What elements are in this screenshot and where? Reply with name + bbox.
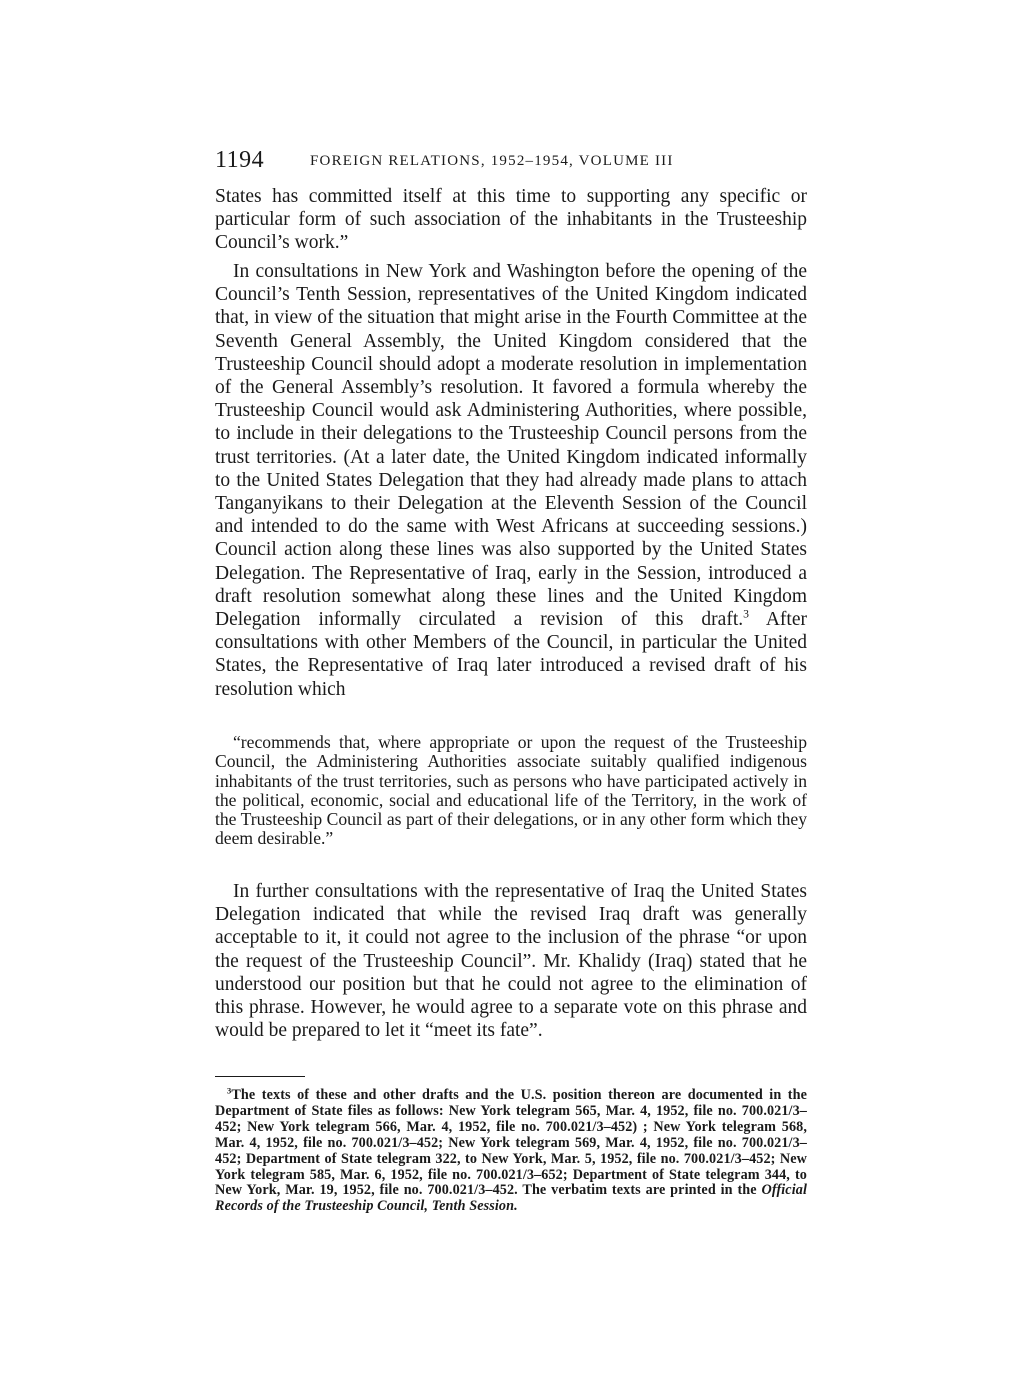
footnote-divider: [215, 1076, 305, 1077]
paragraph-consultations-part-1: In consultations in New York and Washington before the opening of the Council’s Tenth Session, representatives of the United Kingdom indicated that, in view of the situation that might arise in the Fourth Committee at the Seventh General Assembly, the United Kingdom considered that the Trusteeship Council should adopt a moderate resolution in implementation of the General Assembly’s resolution. It favored a formula whereby the Trusteeship Council would ask Administering Authorities, where possible, to include in their delegations to the Trusteeship Council persons from the trust territories. (At a later date, the United Kingdom indicated informally to the United States Delegation that they had already made plans to attach Tanganyikans to their Delegation at the Eleventh Session of the Council and intended to do the same with West Africans at succeeding sessions.) Council action along these lines was also supported by the United States Delegation. The Representative of Iraq, early in the Session, introduced a draft resolution somewhat along these lines and the United Kingdom Delegation informally circulated a revision of this draft.: [215, 261, 807, 631]
footnote: [215, 1085, 807, 1215]
footnote-italic-title: Official Records of the Trusteeship Council, Tenth Session.: [215, 1182, 807, 1215]
footnote-reference: 3: [743, 607, 749, 621]
paragraph-consultations: [215, 260, 807, 701]
running-head: [215, 146, 807, 176]
footnote-text: The texts of these and other drafts and the U.S. position thereon are documented in the Department of State files as follows: New York telegram 565, Mar. 4, 1952, file no. 700.021/3–452; New York telegram 566, Mar. 4, 1952, file no. 700.021/3–452) ; New York telegram 568, Mar. 4, 1952, file no. 700.021/3–452; New York telegram 569, Mar. 4, 1952, file no. 700.021/3–452; Department of State telegram 322, to New York, Mar. 5, 1952, file no. 700.021/3–452; New York telegram 585, Mar. 6, 1952, file no. 700.021/3–652; Department of State telegram 344, to New York, Mar. 19, 1952, file no. 700.021/3–452. The verbatim texts are printed in the: [215, 1087, 807, 1199]
paragraph-further-consultations: In further consultations with the representative of Iraq the United States Delegation indicated that while the revised Iraq draft was generally acceptable to it, it could not agree to the inclusion of the phrase “or upon the request of the Trusteeship Council”. Mr. Khalidy (Iraq) stated that he understood our position but that he could not agree to the elimination of this phrase. However, he would agree to a separate vote on this phrase and would be prepared to let it “meet its fate”.: [215, 881, 807, 1042]
block-quote-resolution: “recommends that, where appropriate or upon the request of the Trusteeship Council, the Administering Authorities associate suitably qualified indigenous inhabitants of the trust territories, such as persons who have participated actively in the political, economic, social and educational life of the Territory, in the work of the Trusteeship Council as part of their delegations, or in any other form which they deem desirable.”: [215, 732, 807, 849]
paragraph-consultations-part-2: After consultations with other Members of the Council, in particular the United States, the Representative of Iraq later introduced a revised draft of his resolution which: [215, 609, 807, 700]
paragraph-continuation: States has committed itself at this time to supporting any specific or particular form of such association of the inhabitants in the Trusteeship Council’s work.”: [215, 186, 807, 254]
running-title: FOREIGN RELATIONS, 1952–1954, VOLUME III: [310, 153, 674, 169]
page-number: 1194: [215, 147, 265, 173]
footnote-marker: 3: [227, 1085, 232, 1096]
